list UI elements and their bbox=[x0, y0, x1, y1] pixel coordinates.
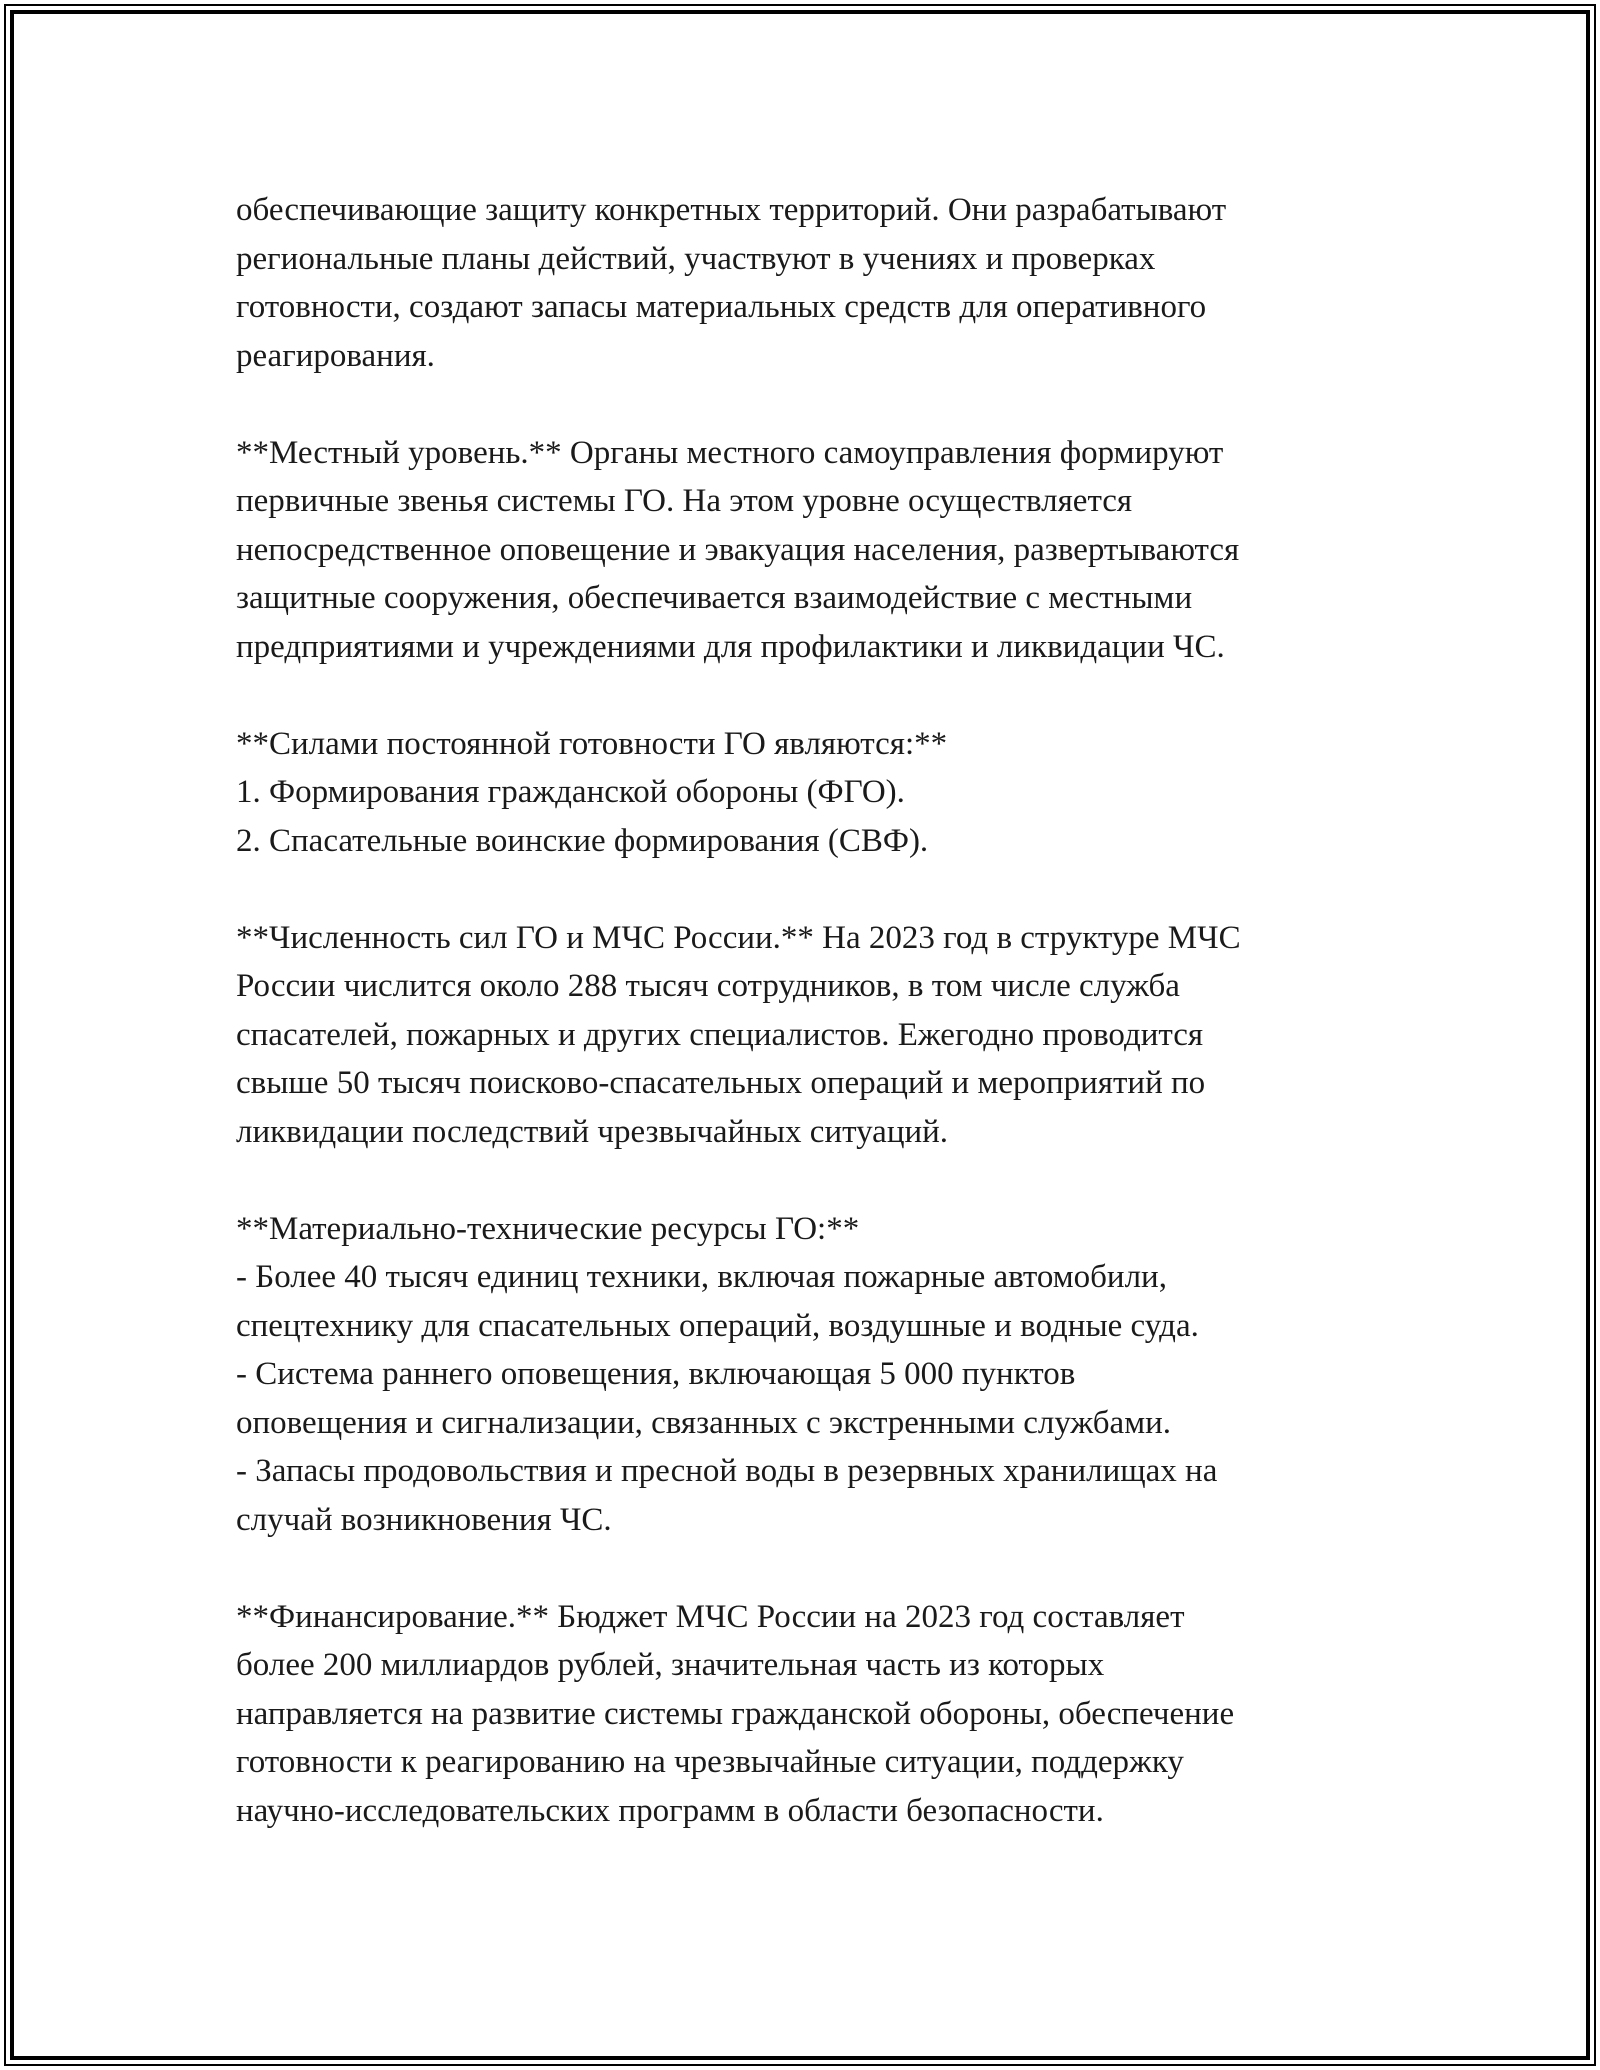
document-body bbox=[236, 186, 1396, 1835]
list-item: 2. Спасательные воинские формирования (СВФ). bbox=[236, 822, 929, 859]
text-line: свыше 50 тысяч поисково-спасательных операций и мероприятий по bbox=[236, 1065, 1206, 1101]
list-item: - Более 40 тысяч единиц техники, включая пожарные автомобили, bbox=[236, 1259, 1167, 1295]
text-line: региональные планы действий, участвуют в учениях и проверках bbox=[236, 240, 1156, 277]
text-line: обеспечивающие защиту конкретных территорий. Они разрабатывают bbox=[236, 192, 1227, 228]
paragraph-regional-level-continuation bbox=[236, 186, 1396, 380]
text-line: спецтехнику для спасательных операций, воздушные и водные суда. bbox=[236, 1307, 1199, 1344]
text-line: **Силами постоянной готовности ГО являются:** bbox=[236, 725, 948, 762]
paragraph-personnel-numbers bbox=[236, 914, 1396, 1157]
text-line: первичные звенья системы ГО. На этом уровне осуществляется bbox=[236, 483, 1133, 519]
list-item: 1. Формирования гражданской обороны (ФГО). bbox=[236, 774, 905, 810]
text-line: непосредственное оповещение и эвакуация населения, развертываются bbox=[236, 531, 1240, 568]
paragraph-gap bbox=[236, 671, 1396, 720]
text-line: научно-исследовательских программ в области безопасности. bbox=[236, 1792, 1104, 1829]
text-line: ликвидации последствий чрезвычайных ситуаций. bbox=[236, 1113, 949, 1150]
text-line: защитные сооружения, обеспечивается взаимодействие с местными bbox=[236, 580, 1193, 616]
text-line: **Материально-технические ресурсы ГО:** bbox=[236, 1210, 860, 1247]
text-line: России числится около 288 тысяч сотрудников, в том числе служба bbox=[236, 968, 1180, 1004]
paragraph-gap bbox=[236, 380, 1396, 429]
text-line: **Численность сил ГО и МЧС России.** На 2023 год в структуре МЧС bbox=[236, 919, 1241, 956]
paragraph-gap bbox=[236, 865, 1396, 914]
list-item: - Запасы продовольствия и пресной воды в резервных хранилищах на bbox=[236, 1453, 1218, 1489]
paragraph-material-resources bbox=[236, 1205, 1396, 1545]
text-line: реагирования. bbox=[236, 337, 435, 374]
text-line: более 200 миллиардов рублей, значительная часть из которых bbox=[236, 1647, 1105, 1683]
text-line: готовности, создают запасы материальных средств для оперативного bbox=[236, 289, 1207, 325]
text-line: оповещения и сигнализации, связанных с экстренными службами. bbox=[236, 1404, 1171, 1441]
paragraph-readiness-forces bbox=[236, 720, 1396, 866]
text-line: предприятиями и учреждениями для профилактики и ликвидации ЧС. bbox=[236, 628, 1225, 665]
text-line: **Местный уровень.** Органы местного самоуправления формируют bbox=[236, 434, 1224, 471]
text-line: направляется на развитие системы гражданской обороны, обеспечение bbox=[236, 1695, 1235, 1732]
text-line: **Финансирование.** Бюджет МЧС России на 2023 год составляет bbox=[236, 1598, 1185, 1635]
list-item: - Система раннего оповещения, включающая 5 000 пунктов bbox=[236, 1356, 1076, 1392]
text-line: готовности к реагированию на чрезвычайные ситуации, поддержку bbox=[236, 1744, 1184, 1780]
paragraph-gap bbox=[236, 1156, 1396, 1205]
paragraph-financing bbox=[236, 1593, 1396, 1836]
paragraph-local-level bbox=[236, 429, 1396, 672]
paragraph-gap bbox=[236, 1544, 1396, 1593]
text-line: спасателей, пожарных и других специалистов. Ежегодно проводится bbox=[236, 1016, 1204, 1053]
text-line: случай возникновения ЧС. bbox=[236, 1501, 612, 1538]
